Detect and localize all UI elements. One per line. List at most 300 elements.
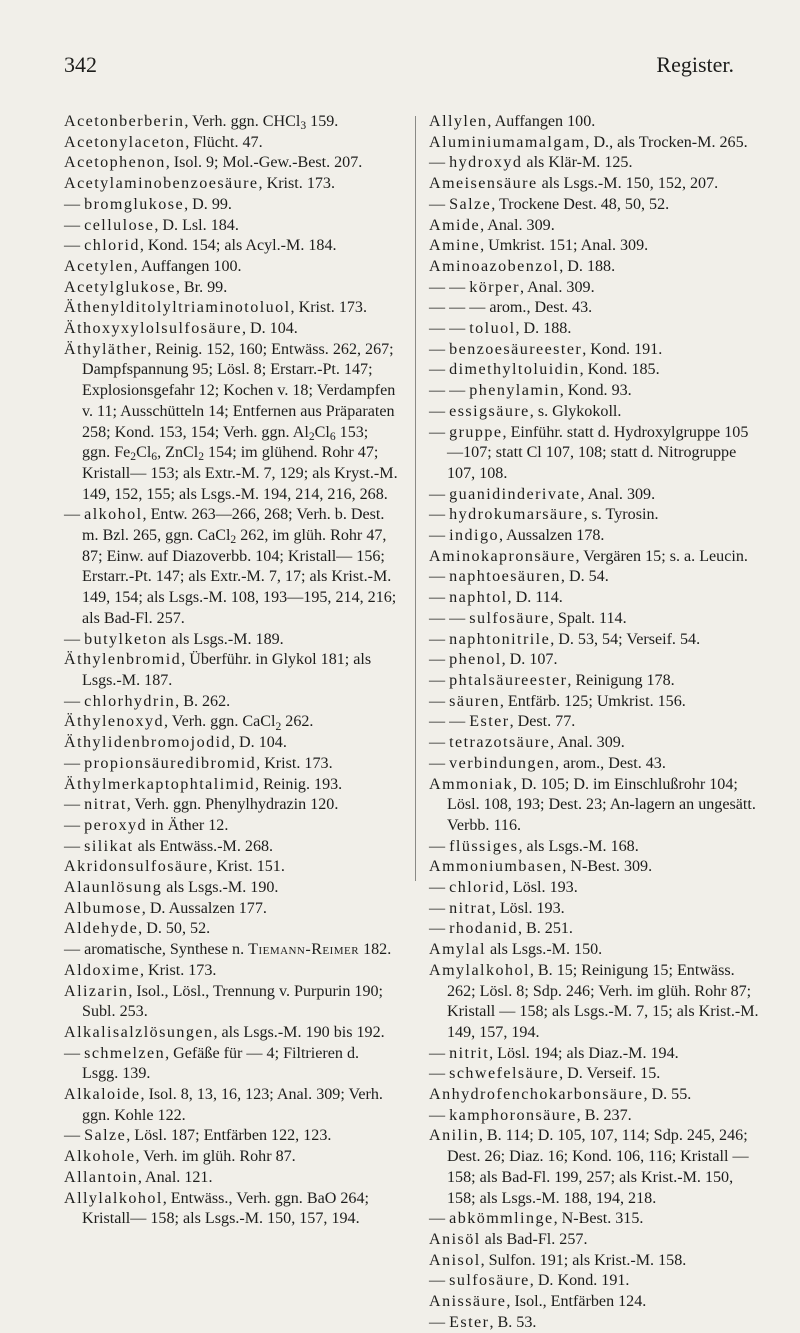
entry-keyword: Aluminiumamalgam xyxy=(429,133,586,151)
entry-text: , Krist. 173. xyxy=(290,299,367,317)
index-entry xyxy=(429,505,764,526)
entry-text: — xyxy=(64,195,85,213)
entry-text: als Lsgs.-M. 190. xyxy=(162,879,279,897)
entry-keyword: chlorid xyxy=(84,237,140,255)
entry-text: , D. 114. xyxy=(507,589,563,607)
index-entry xyxy=(429,919,764,940)
entry-keyword: butylketon xyxy=(84,630,168,648)
entry-text: — — — arom., Dest. 43. xyxy=(429,299,593,317)
entry-text: — xyxy=(429,195,450,213)
entry-keyword: säuren xyxy=(449,692,500,710)
entry-text: , Isol. 8, 13, 16, 123; Anal. 309; Verh. ggn. Kohle 122. xyxy=(82,1086,383,1124)
index-entry xyxy=(429,733,764,754)
entry-text: Cl xyxy=(314,423,330,441)
index-entry xyxy=(64,195,399,216)
index-entry xyxy=(429,112,764,133)
entry-text: — xyxy=(429,899,450,917)
entry-text: , Verh. im glüh. Rohr 87. xyxy=(135,1148,296,1166)
page-header xyxy=(64,52,734,82)
entry-text: , Isol., Entfärben 124. xyxy=(506,1293,647,1311)
index-entry xyxy=(64,899,399,920)
index-entry xyxy=(429,940,764,961)
entry-text: , Trockene Dest. 48, 50, 52. xyxy=(491,195,670,213)
entry-text: , Kond. 191. xyxy=(582,340,663,358)
index-column-right xyxy=(429,112,764,1333)
entry-keyword: Acetonylaceton xyxy=(64,133,186,151)
entry-text: — xyxy=(429,651,450,669)
index-entry xyxy=(429,547,764,568)
entry-keyword: körper xyxy=(469,278,520,296)
index-entry xyxy=(64,153,399,174)
entry-text: , s. Tyrosin. xyxy=(583,506,659,524)
entry-keyword: Äthylmerkaptophtalimid xyxy=(64,775,256,793)
entry-text: , Gefäße für — 4; Filtrieren d. Lsgg. 139. xyxy=(82,1044,360,1083)
index-entry xyxy=(429,340,764,361)
entry-text: , D. Kond. 191. xyxy=(529,1272,630,1290)
index-entry xyxy=(429,1126,764,1209)
entry-text: — xyxy=(429,1313,450,1331)
index-entry xyxy=(64,112,399,133)
index-entry xyxy=(429,1230,764,1251)
entry-text: , Überführ. in Glykol 181; als Lsgs.-M. 187. xyxy=(82,651,372,689)
entry-text: , Entwäss., Verh. ggn. BaO 264; Kristall— 158; als Lsgs.-M. 150, 157, 194. xyxy=(82,1189,369,1228)
index-entry xyxy=(429,236,764,257)
entry-text: — — xyxy=(429,278,470,296)
entry-keyword: peroxyd xyxy=(84,816,148,834)
entry-text: , Reinig. 193. xyxy=(255,775,343,793)
index-entry xyxy=(64,733,399,754)
entry-text: , Spalt. 114. xyxy=(549,609,627,627)
entry-text: , Kond. 185. xyxy=(579,361,660,379)
entry-keyword: Acetylaminobenzoesäure xyxy=(64,175,259,193)
entry-text: — — xyxy=(429,713,470,731)
index-entry xyxy=(429,216,764,237)
index-entry xyxy=(429,1044,764,1065)
entry-text: — xyxy=(429,692,450,710)
entry-keyword: Äthylenbromid xyxy=(64,651,182,669)
entry-text: — xyxy=(64,506,85,524)
entry-keyword: propionsäuredibromid xyxy=(84,754,257,772)
subscript: 2 xyxy=(308,429,315,443)
entry-text: — xyxy=(429,1272,450,1290)
index-entry xyxy=(64,816,399,837)
index-entry xyxy=(64,257,399,278)
index-entry xyxy=(429,630,764,651)
entry-keyword: schwefelsäure xyxy=(449,1065,560,1083)
entry-keyword: Äthylenoxyd xyxy=(64,713,164,731)
entry-text: , N-Best. 309. xyxy=(562,858,653,876)
entry-text: , Lösl. 193. xyxy=(504,879,578,897)
entry-text: , s. Glykokoll. xyxy=(529,402,622,420)
entry-text: , Kond. 93. xyxy=(559,382,632,400)
index-entry xyxy=(429,1106,764,1127)
entry-text: — xyxy=(429,1044,450,1062)
entry-text: 159. xyxy=(306,113,339,130)
entry-keyword: Alaunlösung xyxy=(64,879,163,897)
index-entry xyxy=(64,650,399,691)
entry-text: , N-Best. 315. xyxy=(553,1210,644,1228)
entry-text: , arom., Dest. 43. xyxy=(555,754,666,772)
entry-keyword: Ester xyxy=(449,1313,490,1331)
index-entry xyxy=(429,319,764,340)
entry-keyword: phtalsäureester xyxy=(449,671,568,689)
entry-text: — xyxy=(429,1065,450,1083)
entry-keyword: abkömmlinge xyxy=(449,1210,554,1228)
index-column-left xyxy=(64,112,399,1230)
entry-text: — — xyxy=(429,609,470,627)
index-entry xyxy=(429,775,764,837)
entry-text: , Verh. ggn. CaCl xyxy=(163,713,276,731)
entry-text: , Anal. 309. xyxy=(519,278,595,296)
entry-keyword: alkohol xyxy=(84,506,143,524)
index-entry xyxy=(429,133,764,154)
entry-text: 262, im glüh. Rohr 47, 87; Einw. auf Diazoverbb. 104; Kristall— 156; Erstarr.-Pt. 147; als Extr.-M. 7, 17; als Krist.-M. 149, 154; als Lsgs.-M. 108, 193—195, 214, 216; als Bad-Fl. 257. xyxy=(82,527,397,627)
entry-text: , D. 55. xyxy=(643,1086,692,1104)
index-entry xyxy=(64,340,399,506)
column-divider xyxy=(415,116,416,881)
entry-keyword: Aminokapronsäure xyxy=(429,547,576,565)
entry-text: , Isol. 9; Mol.-Gew.-Best. 207. xyxy=(165,154,363,172)
entry-keyword: guanidinderivate xyxy=(449,485,581,503)
entry-keyword: kamphoronsäure xyxy=(449,1106,577,1124)
index-entry xyxy=(64,133,399,154)
entry-keyword: essigsäure xyxy=(449,402,530,420)
index-entry xyxy=(64,837,399,858)
index-entry xyxy=(429,423,764,485)
index-entry xyxy=(64,505,399,629)
index-entry xyxy=(429,257,764,278)
index-entry xyxy=(429,961,764,1044)
index-entry xyxy=(429,1209,764,1230)
entry-text: , B. 251. xyxy=(517,920,573,938)
index-entry xyxy=(429,298,764,319)
entry-keyword: dimethyltoluidin xyxy=(449,361,580,379)
index-entry xyxy=(64,1126,399,1147)
entry-text: — xyxy=(429,506,450,524)
entry-keyword: Anisol xyxy=(429,1251,481,1269)
index-entry xyxy=(64,278,399,299)
entry-text: — xyxy=(429,734,450,752)
entry-keyword: phenol xyxy=(449,651,502,669)
index-entry xyxy=(429,1251,764,1272)
entry-keyword: Allylalkohol xyxy=(64,1189,163,1207)
entry-keyword: sulfosäure xyxy=(449,1272,530,1290)
entry-text: , Krist. 173. xyxy=(139,961,217,979)
index-entry xyxy=(429,837,764,858)
entry-text: , D. 188. xyxy=(559,257,616,275)
index-entry xyxy=(64,1044,399,1085)
entry-text: — xyxy=(429,754,450,772)
entry-text: — xyxy=(64,216,85,234)
running-title: Register. xyxy=(656,52,734,77)
entry-text: Cl xyxy=(136,444,152,462)
entry-keyword: Amide xyxy=(429,216,481,234)
entry-text: — xyxy=(429,527,450,545)
entry-text: — xyxy=(64,630,85,648)
entry-keyword: Amine xyxy=(429,237,481,255)
entry-text: — xyxy=(429,837,450,855)
entry-text: , Krist. 173. xyxy=(258,175,335,193)
index-entry xyxy=(64,940,399,961)
subscript: 2 xyxy=(198,450,205,464)
entry-text: als Bad-Fl. 257. xyxy=(480,1230,588,1248)
index-entry xyxy=(64,692,399,713)
entry-keyword: Ester xyxy=(469,713,510,731)
entry-keyword: Äthylidenbromojodid xyxy=(64,734,231,752)
entry-text: , B. 53. xyxy=(489,1313,537,1331)
entry-text: , Anal. 309. xyxy=(480,216,555,234)
entry-keyword: Anisöl xyxy=(429,1230,481,1248)
entry-keyword: Salze xyxy=(449,195,492,213)
entry-keyword: toluol xyxy=(469,320,516,338)
entry-text: — xyxy=(429,485,450,503)
entry-keyword: Salze xyxy=(84,1127,127,1145)
entry-text: , Dest. 77. xyxy=(509,713,576,731)
index-entry xyxy=(64,775,399,796)
entry-text: , D. Aussalzen 177. xyxy=(141,899,267,917)
index-entry xyxy=(429,402,764,423)
entry-text: , D. Lsl. 184. xyxy=(154,216,239,234)
index-entry xyxy=(64,919,399,940)
entry-keyword: Alkaloide xyxy=(64,1086,141,1104)
entry-keyword: rhodanid xyxy=(449,920,518,938)
entry-text: , Reinigung 178. xyxy=(567,671,675,689)
entry-keyword: phenylamin xyxy=(469,382,560,400)
entry-keyword: Aminoazobenzol xyxy=(429,257,560,275)
entry-text: , Umkrist. 151; Anal. 309. xyxy=(480,237,649,255)
index-entry xyxy=(429,567,764,588)
entry-keyword: Acetylglukose xyxy=(64,278,176,296)
entry-text: , B. 114; D. 105, 107, 114; Sdp. 245, 246; Dest. 26; Diaz. 16; Kond. 106, 116; Kristall — 158; als Bad-Fl. 199, 257; als Krist.-M. 150, 158; als Lsgs.-M. 188, 194, 218. xyxy=(447,1127,749,1207)
entry-text: — xyxy=(429,402,450,420)
entry-text: — — xyxy=(429,382,470,400)
entry-text: , Reinig. 152, 160; Entwäss. 262, 267; Dampfspannung 95; Lösl. 8; Erstarr.-Pt. 147; Explosionsgefahr 12; Kochen v. 18; Verdampfen v. 11; Ausschütteln 14; Entfernen aus Präparaten 258; Kond. 153, 154; Verh. ggn. Al xyxy=(82,340,396,441)
subscript: 6 xyxy=(151,450,158,464)
entry-text: , Lösl. 187; Entfärben 122, 123. xyxy=(126,1127,332,1145)
entry-text: — xyxy=(64,754,85,772)
entry-keyword: Alkohole xyxy=(64,1148,136,1166)
index-entry xyxy=(64,795,399,816)
entry-text: als Entwäss.-M. 268. xyxy=(133,837,274,855)
index-entry xyxy=(64,298,399,319)
entry-keyword: chlorid xyxy=(449,879,505,897)
entry-keyword: sulfosäure xyxy=(469,609,550,627)
entry-text: 153; ggn. Fe xyxy=(82,423,369,462)
index-entry xyxy=(429,381,764,402)
entry-keyword: bromglukose xyxy=(84,195,185,213)
entry-text: , D. 53, 54; Verseif. 54. xyxy=(550,630,701,648)
author-name: Tiemann-Reimer xyxy=(248,941,360,959)
entry-text: , D. 104. xyxy=(231,734,287,752)
subscript: 2 xyxy=(230,533,237,547)
entry-text: — xyxy=(429,589,450,607)
entry-text: — xyxy=(429,361,450,379)
entry-keyword: Anissäure xyxy=(429,1293,507,1311)
entry-keyword: gruppe xyxy=(449,423,503,441)
index-entry xyxy=(64,174,399,195)
index-entry xyxy=(429,195,764,216)
page-number: 342 xyxy=(64,52,97,77)
subscript: 2 xyxy=(130,450,137,464)
entry-text: — xyxy=(429,423,450,441)
index-entry xyxy=(429,1292,764,1313)
entry-text: in Äther 12. xyxy=(147,816,229,834)
index-entry xyxy=(64,1189,399,1230)
index-entry xyxy=(429,1085,764,1106)
index-entry xyxy=(64,1085,399,1126)
entry-keyword: verbindungen xyxy=(449,754,556,772)
index-entry xyxy=(64,319,399,340)
entry-text: 182. xyxy=(359,941,392,959)
index-entry xyxy=(64,754,399,775)
entry-text: , Anal. 309. xyxy=(550,734,625,752)
entry-keyword: Alizarin xyxy=(64,982,129,1000)
entry-text: , B. 262. xyxy=(175,692,231,710)
entry-text: — xyxy=(429,671,450,689)
index-entry xyxy=(429,1064,764,1085)
entry-text: — xyxy=(429,154,450,172)
index-entry xyxy=(429,1313,764,1333)
index-entry xyxy=(429,588,764,609)
index-entry xyxy=(429,754,764,775)
entry-text: , D. Verseif. 15. xyxy=(559,1065,661,1083)
index-entry xyxy=(429,526,764,547)
entry-text: , D. 107. xyxy=(501,651,558,669)
entry-text: — xyxy=(64,816,85,834)
entry-text: — aromatische, Synthese n. xyxy=(64,941,249,959)
entry-text: , ZnCl xyxy=(157,444,199,462)
entry-text: — xyxy=(429,920,450,938)
entry-text: , Lösl. 194; als Diaz.-M. 194. xyxy=(489,1044,679,1062)
entry-text: — xyxy=(64,237,85,255)
entry-text: , D. 54. xyxy=(560,568,609,586)
entry-text: , Auffangen 100. xyxy=(487,113,596,130)
entry-text: , Flücht. 47. xyxy=(185,133,263,151)
subscript: 3 xyxy=(300,119,307,133)
entry-text: , Entw. 263—266, 268; Verh. b. Dest. m. Bzl. 265, ggn. CaCl xyxy=(82,506,385,545)
entry-text: als Lsgs.-M. 150. xyxy=(485,941,603,959)
entry-keyword: Ammoniak xyxy=(429,775,514,793)
index-entry xyxy=(429,360,764,381)
entry-text: , Verh. ggn. CHCl xyxy=(184,113,301,130)
entry-text: , Isol., Lösl., Trennung v. Purpurin 190; Subl. 253. xyxy=(82,982,384,1021)
entry-keyword: benzoesäureester xyxy=(449,340,583,358)
index-entry xyxy=(429,712,764,733)
entry-text: — xyxy=(64,796,85,814)
entry-text: , Aussalzen 178. xyxy=(498,527,605,545)
entry-keyword: Albumose xyxy=(64,899,142,917)
entry-keyword: Akridonsulfosäure xyxy=(64,858,209,876)
entry-text: — xyxy=(429,630,450,648)
entry-text: , Krist. 151. xyxy=(208,858,285,876)
entry-text: als Klär-M. 125. xyxy=(522,154,633,172)
entry-text: , als Lsgs.-M. 190 bis 192. xyxy=(213,1023,385,1041)
entry-keyword: Aldehyde xyxy=(64,920,139,938)
entry-keyword: tetrazotsäure xyxy=(449,734,551,752)
entry-text: , D. 104. xyxy=(241,320,298,338)
index-entry xyxy=(64,857,399,878)
index-entry xyxy=(64,216,399,237)
entry-keyword: chlorhydrin xyxy=(84,692,176,710)
entry-text: , D., als Trocken-M. 265. xyxy=(585,133,748,151)
index-entry xyxy=(429,278,764,299)
index-entry xyxy=(429,650,764,671)
entry-text: , Einführ. statt d. Hydroxylgruppe 105—107; statt Cl 107, 108; statt d. Nitrogruppe 107, 108. xyxy=(447,423,749,482)
entry-text: , Sulfon. 191; als Krist.-M. 158. xyxy=(480,1251,687,1269)
entry-text: — xyxy=(64,1127,85,1145)
entry-keyword: nitrit xyxy=(449,1044,490,1062)
entry-text: — xyxy=(64,692,85,710)
entry-text: , Vergären 15; s. a. Leucin. xyxy=(575,547,748,565)
entry-text: , D. 50, 52. xyxy=(138,920,211,938)
entry-keyword: Allantoin xyxy=(64,1168,138,1186)
entry-keyword: Acetylen xyxy=(64,257,134,275)
entry-keyword: silikat xyxy=(84,837,134,855)
entry-keyword: Acetonberberin xyxy=(64,113,185,130)
entry-text: , Lösl. 193. xyxy=(491,899,565,917)
entry-keyword: Allylen xyxy=(429,113,488,130)
entry-keyword: Anhydrofenchokarbonsäure xyxy=(429,1086,644,1104)
entry-text: , Kond. 154; als Acyl.-M. 184. xyxy=(139,237,337,255)
entry-text: , D. 105; D. im Einschlußrohr 104; Lösl. 108, 193; Dest. 23; An-lagern an ungesätt. Verbb. 116. xyxy=(447,775,756,834)
entry-keyword: nitrat xyxy=(84,796,127,814)
entry-keyword: nitrat xyxy=(449,899,492,917)
entry-keyword: naphtonitrile xyxy=(449,630,551,648)
index-entry xyxy=(64,712,399,733)
entry-keyword: naphtoesäuren xyxy=(449,568,561,586)
entry-keyword: Ammoniumbasen xyxy=(429,858,563,876)
index-entry xyxy=(64,236,399,257)
entry-text: , D. 99. xyxy=(184,195,232,213)
entry-text: — xyxy=(429,340,450,358)
entry-text: , Verh. ggn. Phenylhydrazin 120. xyxy=(126,796,339,814)
subscript: 6 xyxy=(329,429,336,443)
entry-text: als Lsgs.-M. 150, 152, 207. xyxy=(537,175,719,193)
entry-text: — xyxy=(429,568,450,586)
index-entry xyxy=(429,153,764,174)
index-entry xyxy=(64,1147,399,1168)
entry-keyword: Ameisensäure xyxy=(429,175,538,193)
index-entry xyxy=(64,878,399,899)
entry-keyword: Alkalisalzlösungen xyxy=(64,1023,214,1041)
entry-keyword: cellulose xyxy=(84,216,155,234)
entry-text: , Anal. 309. xyxy=(580,485,656,503)
index-entry xyxy=(64,982,399,1023)
index-entry xyxy=(429,899,764,920)
entry-keyword: hydroxyd xyxy=(449,154,523,172)
entry-text: — xyxy=(429,1106,450,1124)
entry-text: — xyxy=(429,879,450,897)
entry-text: — — xyxy=(429,320,470,338)
subscript: 2 xyxy=(275,719,282,733)
entry-text: , B. 237. xyxy=(576,1106,632,1124)
entry-keyword: hydrokumarsäure xyxy=(449,506,584,524)
index-entry xyxy=(64,961,399,982)
entry-keyword: Acetophenon xyxy=(64,154,166,172)
entry-keyword: naphtol xyxy=(449,589,508,607)
entry-text: — xyxy=(429,1210,450,1228)
entry-text: — xyxy=(64,837,85,855)
index-entry xyxy=(64,630,399,651)
entry-text: , Anal. 121. xyxy=(137,1168,213,1186)
index-entry xyxy=(429,485,764,506)
index-entry xyxy=(429,671,764,692)
entry-text: , B. 15; Reinigung 15; Entwäss. 262; Lösl. 8; Sdp. 246; Verh. im glüh. Rohr 87; Kristall — 158; als Lsgs.-M. 7, 15; als Krist.-M. 149, 157, 194. xyxy=(447,961,759,1041)
entry-keyword: Aldoxime xyxy=(64,961,140,979)
entry-keyword: Äthoxyxylolsulfosäure xyxy=(64,320,242,338)
entry-keyword: Amylalkohol xyxy=(429,961,530,979)
entry-text: , Krist. 173. xyxy=(256,754,333,772)
